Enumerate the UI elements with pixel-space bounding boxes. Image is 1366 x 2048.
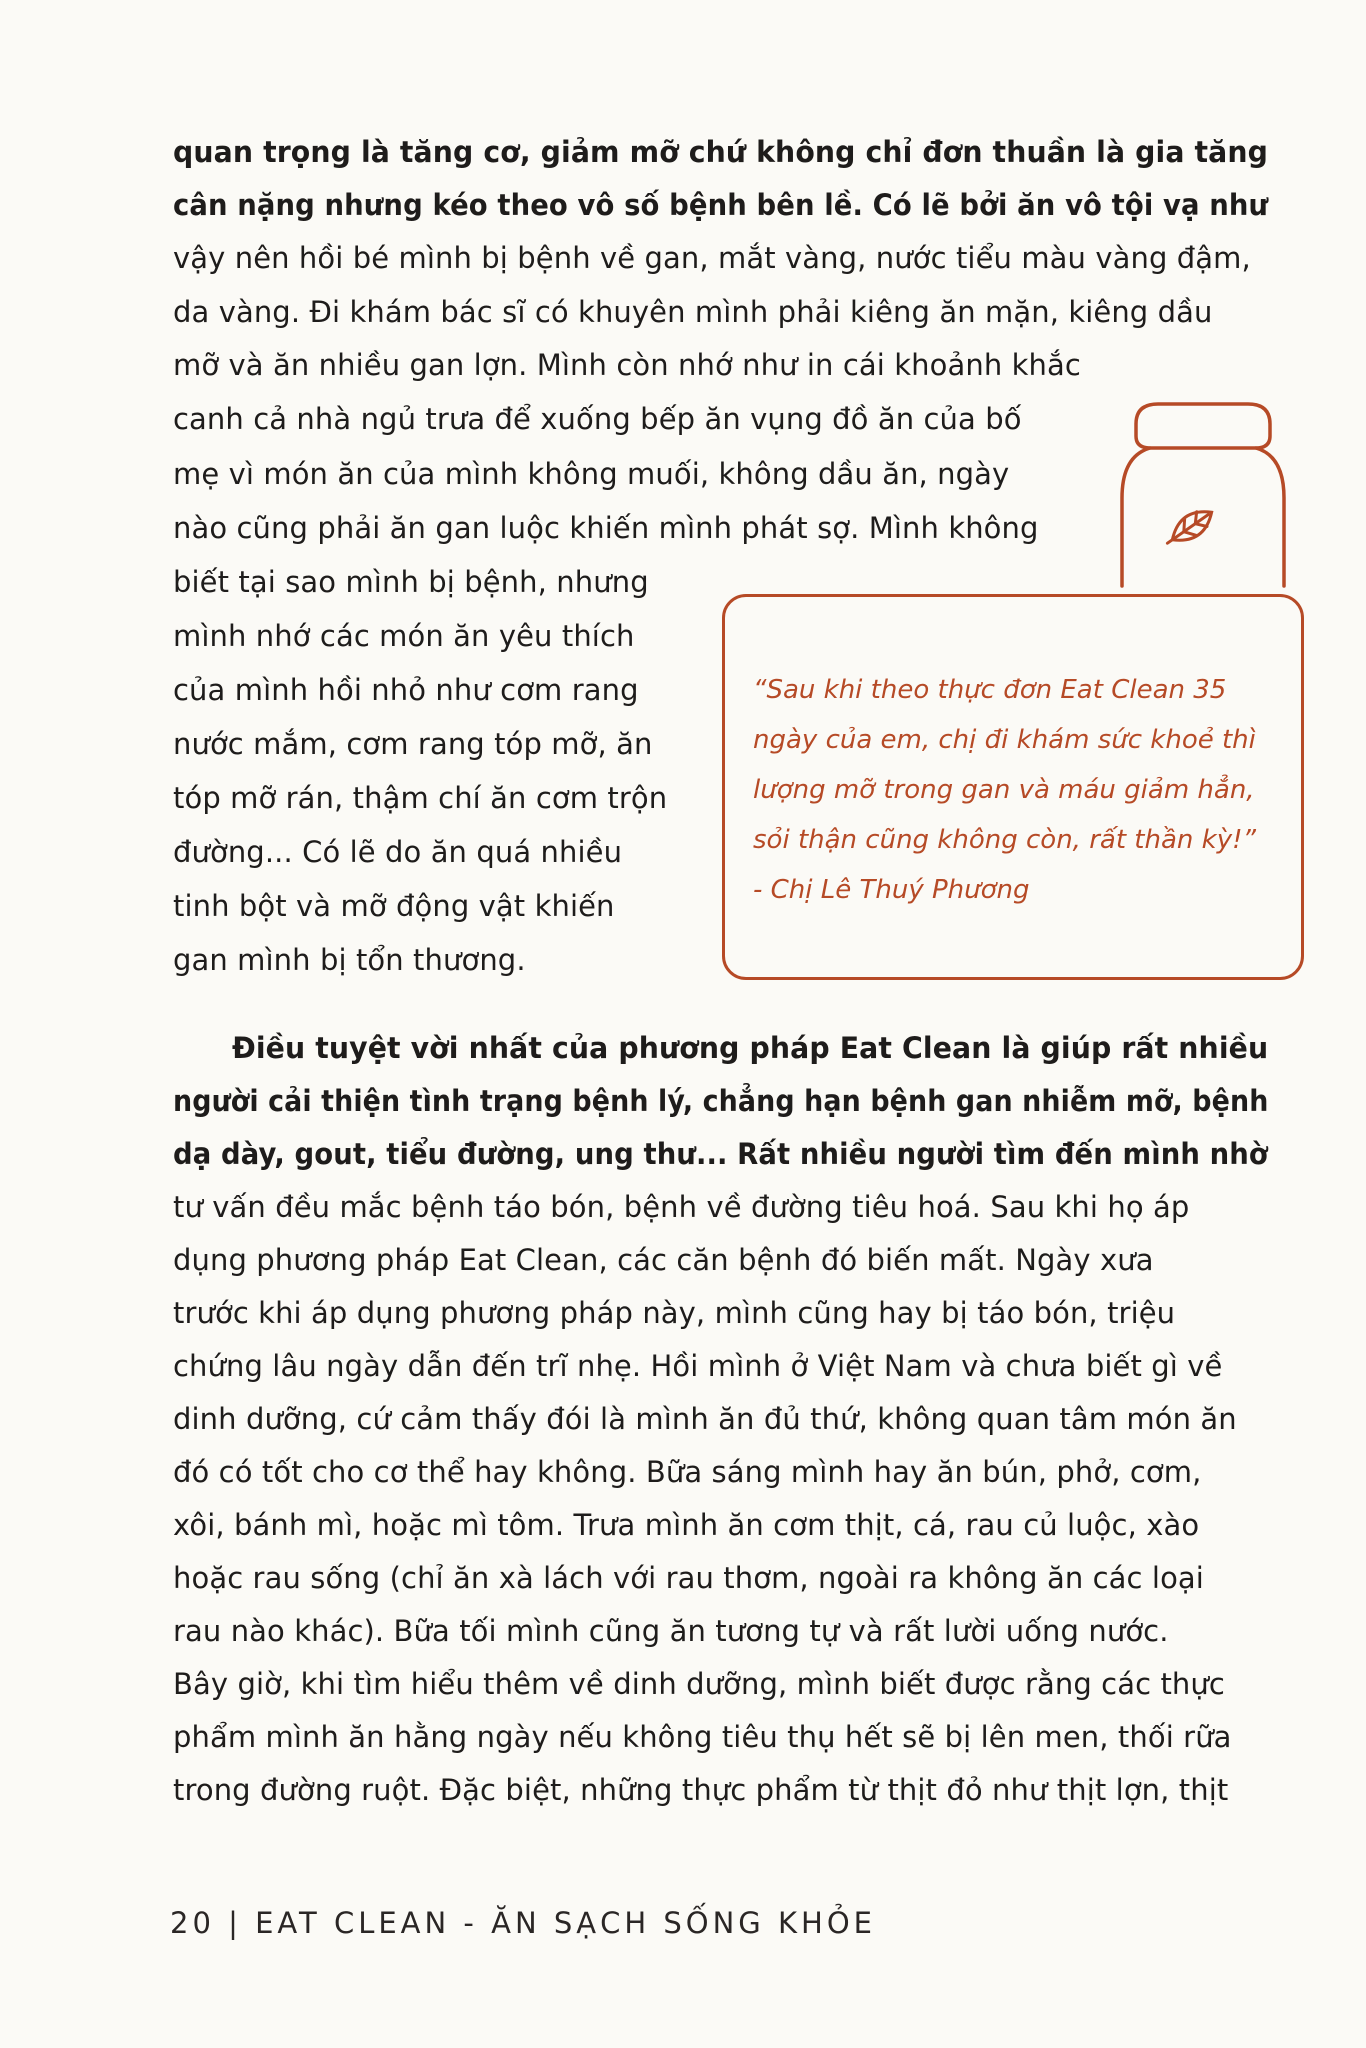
text-line: gan mình bị tổn thương. bbox=[173, 943, 526, 977]
text-line: Điều tuyệt vời nhất của phương pháp Eat Clean là giúp rất nhiều bbox=[232, 1031, 1269, 1065]
text-line: vậy nên hồi bé mình bị bệnh về gan, mắt vàng, nước tiểu màu vàng đậm, bbox=[173, 241, 1251, 275]
quote-line: sỏi thận cũng không còn, rất thần kỳ!” bbox=[753, 825, 1256, 855]
text-line: biết tại sao mình bị bệnh, nhưng bbox=[173, 565, 649, 599]
text-line: tinh bột và mỡ động vật khiến bbox=[173, 889, 615, 923]
text-line: đó có tốt cho cơ thể hay không. Bữa sáng mình hay ăn bún, phở, cơm, bbox=[173, 1455, 1202, 1489]
quote-line: “Sau khi theo thực đơn Eat Clean 35 bbox=[753, 675, 1227, 705]
quote-line: lượng mỡ trong gan và máu giảm hẳn, bbox=[753, 775, 1255, 805]
text-line: của mình hồi nhỏ như cơm rang bbox=[173, 673, 639, 707]
text-line: dinh dưỡng, cứ cảm thấy đói là mình ăn đủ thứ, không quan tâm món ăn bbox=[173, 1402, 1237, 1436]
text-line: tóp mỡ rán, thậm chí ăn cơm trộn bbox=[173, 781, 668, 815]
text-line: phẩm mình ăn hằng ngày nếu không tiêu thụ hết sẽ bị lên men, thối rữa bbox=[173, 1720, 1232, 1754]
text-line: da vàng. Đi khám bác sĩ có khuyên mình phải kiêng ăn mặn, kiêng dầu bbox=[173, 295, 1213, 329]
text-line: xôi, bánh mì, hoặc mì tôm. Trưa mình ăn cơm thịt, cá, rau củ luộc, xào bbox=[173, 1508, 1200, 1542]
text-line: dạ dày, gout, tiểu đường, ung thư... Rất nhiều người tìm đến mình nhờ bbox=[173, 1137, 1268, 1171]
quote-line: ngày của em, chị đi khám sức khoẻ thì bbox=[753, 725, 1256, 755]
text-line: tư vấn đều mắc bệnh táo bón, bệnh về đường tiêu hoá. Sau khi họ áp bbox=[173, 1190, 1190, 1224]
text-line: mình nhớ các món ăn yêu thích bbox=[173, 619, 635, 653]
text-line: cân nặng nhưng kéo theo vô số bệnh bên lề. Có lẽ bởi ăn vô tội vạ như bbox=[173, 188, 1269, 222]
quote-author: - Chị Lê Thuý Phương bbox=[753, 875, 1030, 905]
text-line: hoặc rau sống (chỉ ăn xà lách với rau thơm, ngoài ra không ăn các loại bbox=[173, 1561, 1204, 1595]
text-line: nào cũng phải ăn gan luộc khiến mình phát sợ. Mình không bbox=[173, 511, 1039, 545]
page-footer: 20 | EAT CLEAN - ĂN SẠCH SỐNG KHỎE bbox=[170, 1906, 876, 1940]
text-line: nước mắm, cơm rang tóp mỡ, ăn bbox=[173, 727, 653, 761]
leaf-jar-icon bbox=[1120, 398, 1290, 588]
text-line: mẹ vì món ăn của mình không muối, không dầu ăn, ngày bbox=[173, 457, 1010, 491]
text-line: mỡ và ăn nhiều gan lợn. Mình còn nhớ như in cái khoảnh khắc bbox=[173, 348, 1081, 382]
text-line: người cải thiện tình trạng bệnh lý, chẳng hạn bệnh gan nhiễm mỡ, bệnh bbox=[173, 1084, 1269, 1118]
text-line: Bây giờ, khi tìm hiểu thêm về dinh dưỡng, mình biết được rằng các thực bbox=[173, 1667, 1225, 1701]
text-line: đường... Có lẽ do ăn quá nhiều bbox=[173, 835, 623, 869]
text-line: rau nào khác). Bữa tối mình cũng ăn tương tự và rất lười uống nước. bbox=[173, 1614, 1169, 1648]
text-line: trong đường ruột. Đặc biệt, những thực phẩm từ thịt đỏ như thịt lợn, thịt bbox=[173, 1773, 1229, 1807]
text-line: quan trọng là tăng cơ, giảm mỡ chứ không chỉ đơn thuần là gia tăng bbox=[173, 135, 1268, 169]
text-line: dụng phương pháp Eat Clean, các căn bệnh đó biến mất. Ngày xưa bbox=[173, 1243, 1154, 1277]
text-line: chứng lâu ngày dẫn đến trĩ nhẹ. Hồi mình ở Việt Nam và chưa biết gì về bbox=[173, 1349, 1223, 1383]
text-line: canh cả nhà ngủ trưa để xuống bếp ăn vụng đồ ăn của bố bbox=[173, 402, 1022, 436]
text-line: trước khi áp dụng phương pháp này, mình cũng hay bị táo bón, triệu bbox=[173, 1296, 1176, 1330]
